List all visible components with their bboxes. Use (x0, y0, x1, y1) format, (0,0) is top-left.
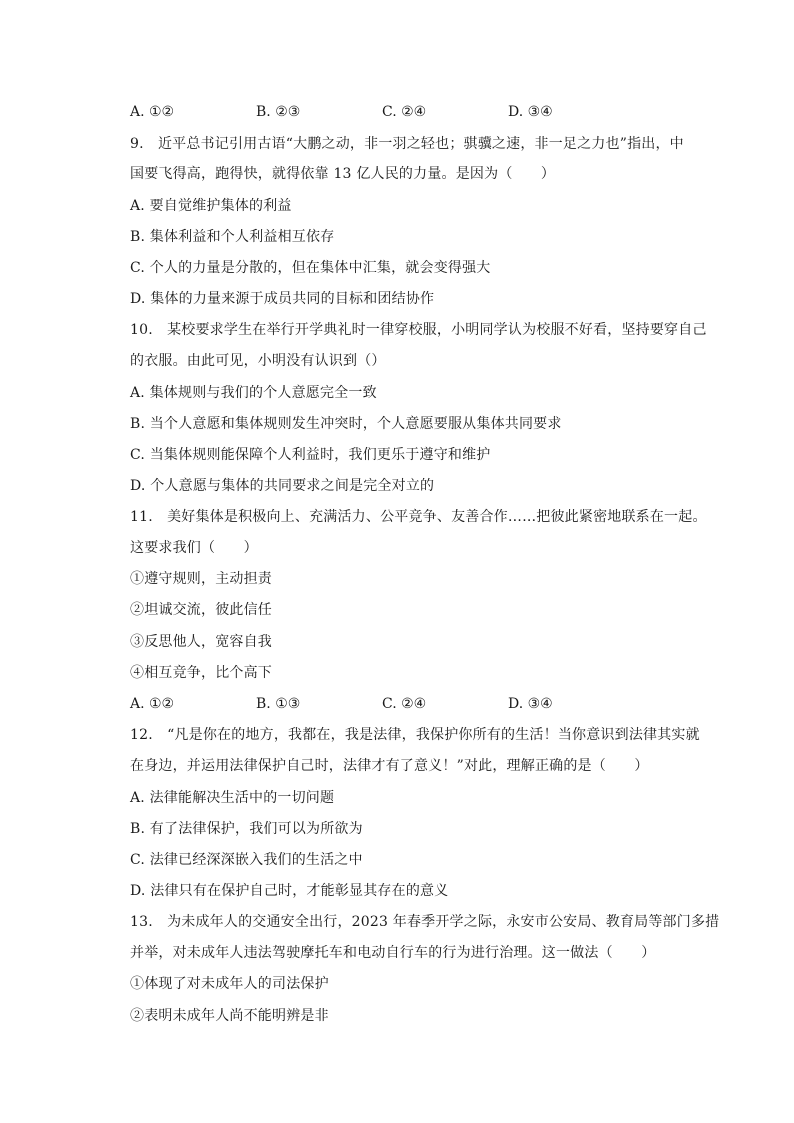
q10-stem-line1: 10. 某校要求学生在举行开学典礼时一律穿校服，小明同学认为校服不好看，坚持要穿自己 (130, 322, 707, 338)
q9-stem-line2: 国要飞得高，跑得快，就得依靠 13 亿人民的力量。是因为（ ） (130, 166, 556, 182)
q11-stem-line1: 11. 美好集体是积极向上、充满活力、公平竞争、友善合作……把彼此紧密地联系在一起。 (130, 509, 707, 525)
q10-option-c: C. 当集体规则能保障个人利益时，我们更乐于遵守和维护 (130, 447, 491, 463)
q11-option-d: D. ③④ (508, 696, 553, 712)
q11-option-b: B. ①③ (256, 696, 301, 712)
q11-options (130, 694, 650, 714)
q12-option-d: D. 法律只有在保护自己时，才能彰显其存在的意义 (130, 883, 449, 899)
q13-stem-line1: 13. 为未成年人的交通安全出行，2023 年春季开学之际，永安市公安局、教育局等部门多措 (130, 914, 720, 930)
q11-statement-1: ①遵守规则，主动担责 (130, 571, 272, 587)
q11-statement-4: ④相互竞争，比个高下 (130, 665, 272, 681)
q11-statement-2: ②坦诚交流，彼此信任 (130, 602, 272, 618)
q12-stem-line2: 在身边，并运用法律保护自己时，法律才有了意义！”对此，理解正确的是（ ） (130, 758, 649, 774)
q10-option-b: B. 当个人意愿和集体规则发生冲突时，个人意愿要服从集体共同要求 (130, 416, 562, 432)
q10-option-a: A. 集体规则与我们的个人意愿完全一致 (130, 385, 377, 401)
q12-option-a: A. 法律能解决生活中的一切问题 (130, 790, 335, 806)
q9-option-a: A. 要自觉维护集体的利益 (130, 198, 292, 214)
q12-stem-line1: 12. “凡是你在的地方，我都在，我是法律，我保护你所有的生活！当你意识到法律其实就 (130, 727, 700, 743)
q11-option-a: A. ①② (130, 696, 175, 712)
q9-option-d: D. 集体的力量来源于成员共同的目标和团结协作 (130, 291, 435, 307)
q8-option-a: A. ①② (130, 104, 175, 120)
q9-stem-line1: 9. 近平总书记引用古语“大鹏之动，非一羽之轻也；骐骥之速，非一足之力也”指出，中 (130, 136, 684, 152)
q8-options (130, 102, 650, 122)
q10-option-d: D. 个人意愿与集体的共同要求之间是完全对立的 (130, 478, 435, 494)
q13-statement-1: ①体现了对未成年人的司法保护 (130, 976, 329, 992)
q8-option-b: B. ②③ (256, 104, 301, 120)
q11-stem-line2: 这要求我们（ ） (130, 540, 258, 556)
q11-statement-3: ③反思他人，宽容自我 (130, 634, 272, 650)
q12-option-b: B. 有了法律保护，我们可以为所欲为 (130, 821, 363, 837)
q10-stem-line2: 的衣服。由此可见，小明没有认识到（） (130, 353, 386, 369)
q9-option-b: B. 集体利益和个人利益相互依存 (130, 229, 335, 245)
q13-stem-line2: 并举，对未成年人违法驾驶摩托车和电动自行车的行为进行治理。这一做法（ ） (130, 945, 656, 961)
q12-option-c: C. 法律已经深深嵌入我们的生活之中 (130, 852, 363, 868)
q9-option-c: C. 个人的力量是分散的，但在集体中汇集，就会变得强大 (130, 260, 491, 276)
q8-option-c: C. ②④ (382, 104, 427, 120)
q13-statement-2: ②表明未成年人尚不能明辨是非 (130, 1008, 329, 1024)
q11-option-c: C. ②④ (382, 696, 427, 712)
q8-option-d: D. ③④ (508, 104, 553, 120)
